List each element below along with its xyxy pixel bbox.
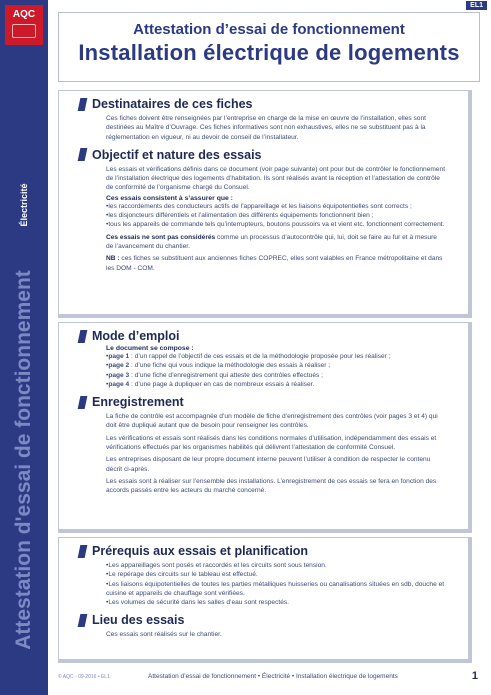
section-marker-icon [78,614,88,627]
section-text: La fiche de contrôle est accompagnée d’un modèle de fiche d’enregistrement des contrôles (voir pages 3 et 4) qui doit être dupliqué autant que de besoin pour renseigner les contrôles. [106,413,438,430]
info-box-2 [58,322,472,533]
section-enregistrement [79,395,468,495]
section-heading: Destinataires de ces fiches [92,97,253,111]
page-header [58,12,480,82]
sidebar-title: Attestation d'essai de fonctionnement [12,270,35,650]
page-number: 1 [471,670,478,682]
list-item: • les raccordements des conducteurs actifs de l’appareillage et les liaisons équipotentielles sont corrects ; [106,202,446,211]
section-heading: Mode d’emploi [92,329,180,343]
list-item: • Les liaisons équipotentielles de toutes les parties métalliques huisseries ou canalisations situées en sdb, douche et cuisine et appareils de chauffage sont vérifiées. [106,580,446,599]
list-item: • page 1 : d’un rappel de l’objectif de ces essais et de la méthodologie proposée pour les réaliser ; [106,352,446,361]
list-item: • Les appareillages sont posés et raccordés et les circuits sont sous tension. [106,561,446,570]
list-item: • Les volumes de sécurité dans les salles d’eau sont respectés. [106,598,446,607]
section-heading: Prérequis aux essais et planification [92,544,309,558]
bullet-list [106,352,446,389]
page-subtitle: Installation électrique de logements [78,40,460,65]
section-heading: Lieu des essais [92,613,185,628]
section-destinataires [79,97,468,142]
list-item: • tous les appareils de commande tels qu’interrupteurs, boutons poussoirs va et vient etc. fonctionnent correctement. [106,220,446,229]
list-item: • page 3 : d’une fiche d’enregistrement qui atteste des contrôles effectués ; [106,371,446,380]
section-heading: Objectif et nature des essais [92,147,262,162]
section-text: Ces fiches doivent être renseignées par l’entreprise en charge de la mise en œuvre de l’installation, elles sont destinées au Maître d’Ouvrage. Ces fiches informatives sont non exhaustives, elles ne se substituent pas à la réglementation en vigueur, ni au devoir de conseil de l’installateur. [106,115,426,141]
info-box-3 [58,537,472,663]
sidebar-category: Électricité [19,183,29,227]
list-item: • page 4 : d’une page à dupliquer en cas de nombreux essais à réaliser. [106,380,446,389]
section-marker-icon [78,330,88,343]
section-marker-icon [78,396,88,409]
section-lieu [79,613,468,639]
section-prerequis [79,544,468,607]
list-item: • page 2 : d’une fiche qui vous indique la méthodologie des essais à réaliser ; [106,361,446,370]
section-objectif [79,148,468,273]
page-footer [58,672,478,684]
info-box-1 [58,90,472,318]
section-text: Les essais sont à réaliser sur l’ensemble des installations. L’enregistrement de ces essais se fera en fonction des accords passés entre les acteurs du marché concerné. [106,477,437,495]
section-text: Les vérifications et essais sont réalisés dans les conditions normales d’utilisation, indépendamment des essais et vérifications effectués par les organismes habilités qui délivrent l’attestation de conformité Consuel. [106,434,437,452]
copyright: © AQC - 09-2016 • EL1 [58,674,110,680]
footer-title: Attestation d’essai de fonctionnement • Électricité • Installation électrique de logements [148,673,398,680]
section-text: Les essais et vérifications définis dans ce document (voir page suivante) ont pour but de contrôler le fonctionnement de l’installation électrique des logements d’habitation. Ils sont réalisés avant la réception et l’attestation de contrôle de conformité de l’organisme chargé du Consuel. [106,165,446,192]
aqc-logo: AQC [5,5,43,45]
section-marker-icon [78,98,88,111]
document-code-tag: EL1 [466,1,487,10]
nb-note: NB : ces fiches se substituent aux anciennes fiches COPREC, elles sont valables en France métropolitaine et dans les DOM - COM. [106,255,443,272]
section-text: Les entreprises disposant de leur propre document interne peuvent l’utiliser à condition de respecter le contenu décrit ci-après. [106,456,431,473]
section-marker-icon [78,545,88,558]
page-title: Attestation d’essai de fonctionnement [133,21,405,38]
logo-mark-icon [12,24,36,38]
section-heading: Enregistrement [92,395,184,410]
bullet-list [106,561,446,607]
list-item: • les disjoncteurs différentiels et l’alimentation des différents équipements fonctionnent bien ; [106,211,446,220]
section-text: Ces essais sont réalisés sur le chantier. [106,631,222,639]
section-subheading: Le document se compose : [106,345,194,352]
list-item: • Le repérage des circuits sur le tableau est effectué. [106,570,446,579]
section-mode-emploi [79,329,468,389]
bullet-list [106,202,446,230]
sidebar [0,0,48,695]
section-subheading: Ces essais consistent à s’assurer que : [106,194,233,202]
section-text: Ces essais ne sont pas considérés comme un processus d’autocontrôle qui, lui, doit se faire au fur et à mesure de l’avancement du chantier. [106,233,437,250]
section-marker-icon [78,148,88,161]
